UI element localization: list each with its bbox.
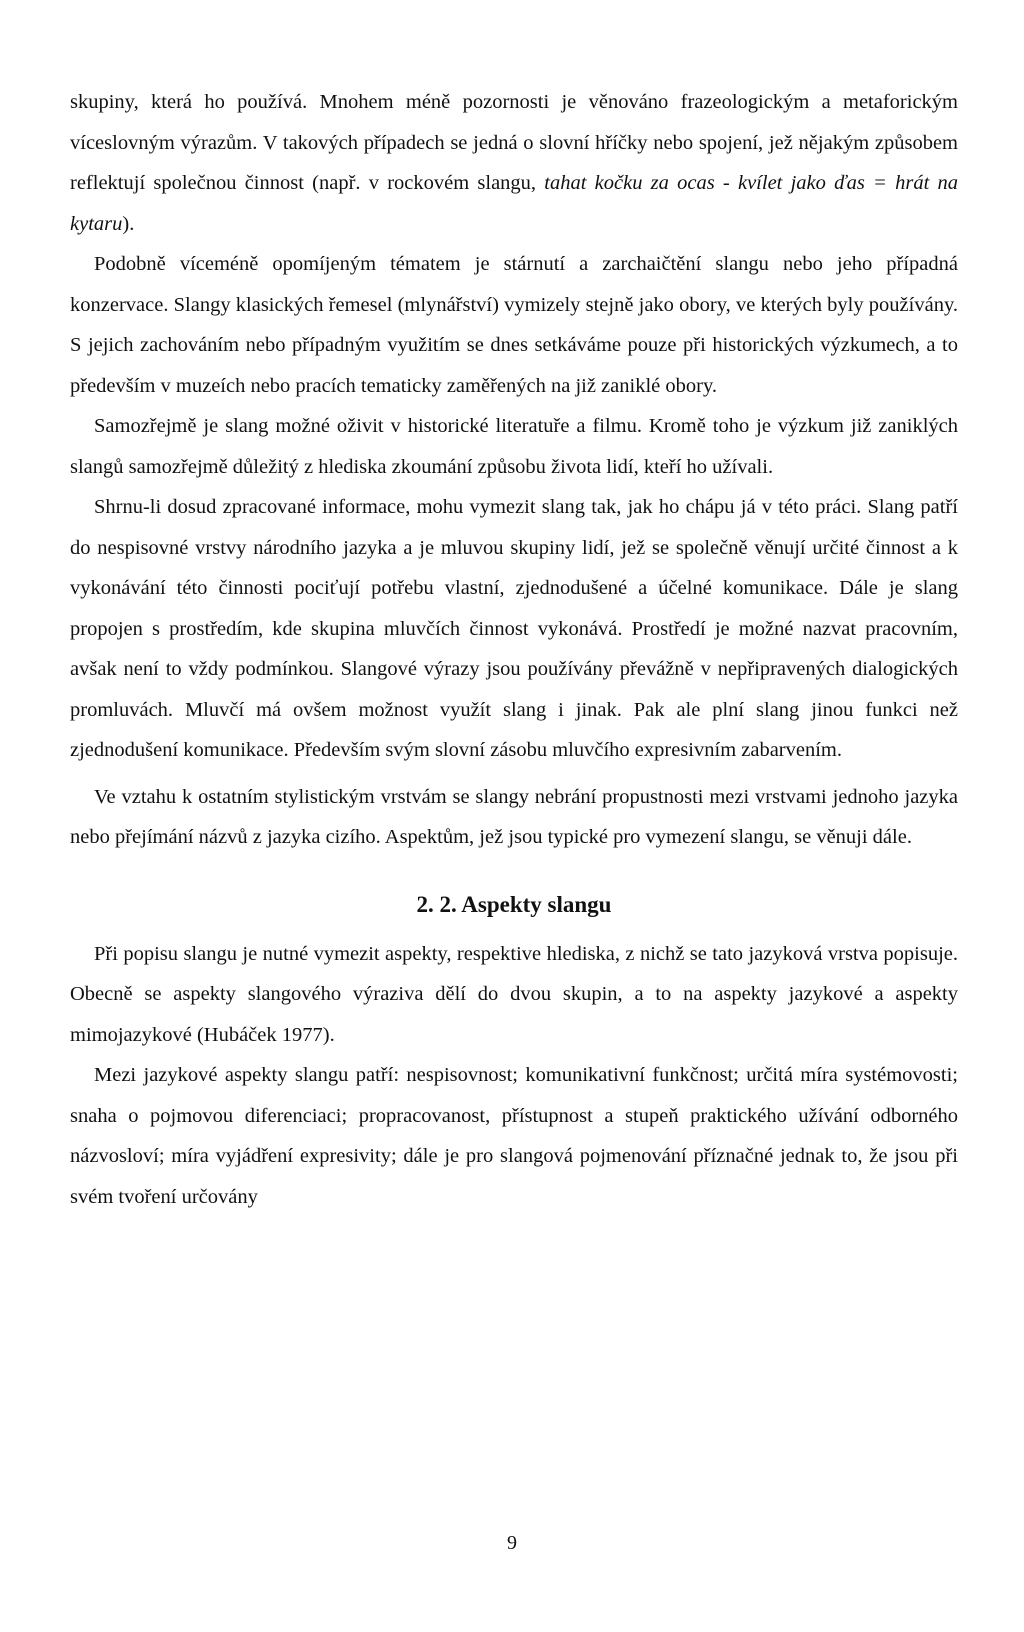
paragraph-1-italic-example: tahat kočku za ocas - kvílet jako ďas = hrát na kytaru <box>70 172 958 235</box>
paragraph-1-end: ). <box>122 212 135 235</box>
section-heading: 2. 2. Aspekty slangu <box>416 891 612 917</box>
paragraph-1-text: skupiny, která ho používá. Mnohem méně pozornosti je věnováno frazeologickým a metaforickým víceslovným výrazům. V takových případech se jedná o slovní hříčky nebo spojení, jež nějakým způsobem reflektují společnou činnost (např. v rockovém slangu, <box>70 91 958 194</box>
paragraph-2: Podobně víceméně opomíjeným tématem je stárnutí a zarchaičtění slangu nebo jeho případná konzervace. Slangy klasických řemesel (mlynářství) vymizely stejně jako obory, ve kterých byly používány. S jejich zachováním nebo případným využitím se dnes setkáváme pouze při historických výzkumech, a to především v muzeích nebo pracích tematicky zaměřených na již zaniklé obory. <box>70 253 958 397</box>
paragraph-3: Samozřejmě je slang možné oživit v historické literatuře a filmu. Kromě toho je výzkum již zaniklých slangů samozřejmě důležitý z hlediska zkoumání způsobu života lidí, kteří ho užívali. <box>70 415 958 478</box>
body-text <box>70 82 958 1217</box>
paragraph-5: Ve vztahu k ostatním stylistickým vrstvám se slangy nebrání propustnosti mezi vrstvami jednoho jazyka nebo přejímání názvů z jazyka cizího. Aspektům, jež jsou typické pro vymezení slangu, se věnuji dále. <box>70 785 958 848</box>
page-number: 9 <box>507 1532 517 1554</box>
paragraph-1 <box>70 82 958 244</box>
section-paragraph-2: Mezi jazykové aspekty slangu patří: nespisovnost; komunikativní funkčnost; určitá míra systémovosti; snaha o pojmovou diferenciaci; propracovanost, přístupnost a stupeň praktického užívání odborného názvosloví; míra vyjádření expresivity; dále je pro slangová pojmenování příznačné jednak to, že jsou při svém tvoření určovány <box>70 1064 958 1208</box>
paragraph-4: Shrnu-li dosud zpracované informace, mohu vymezit slang tak, jak ho chápu já v této práci. Slang patří do nespisovné vrstvy národního jazyka a je mluvou skupiny lidí, jež se společně věnují určité činnost a k vykonávání této činnosti pociťují potřebu vlastní, zjednodušené a účelné komunikace. Dále je slang propojen s prostředím, kde skupina mluvčích činnost vykonává. Prostředí je možné nazvat pracovním, avšak není to vždy podmínkou. Slangové výrazy jsou používány převážně v nepřipravených dialogických promluvách. Mluvčí má ovšem možnost využít slang i jinak. Pak ale plní slang jinou funkci než zjednodušení komunikace. Především svým slovní zásobu mluvčího expresivním zabarvením. <box>70 496 958 761</box>
section-paragraph-1: Při popisu slangu je nutné vymezit aspekty, respektive hlediska, z nichž se tato jazyková vrstva popisuje. Obecně se aspekty slangového výraziva dělí do dvou skupin, a to na aspekty jazykové a aspekty mimojazykové (Hubáček 1977). <box>70 942 958 1046</box>
